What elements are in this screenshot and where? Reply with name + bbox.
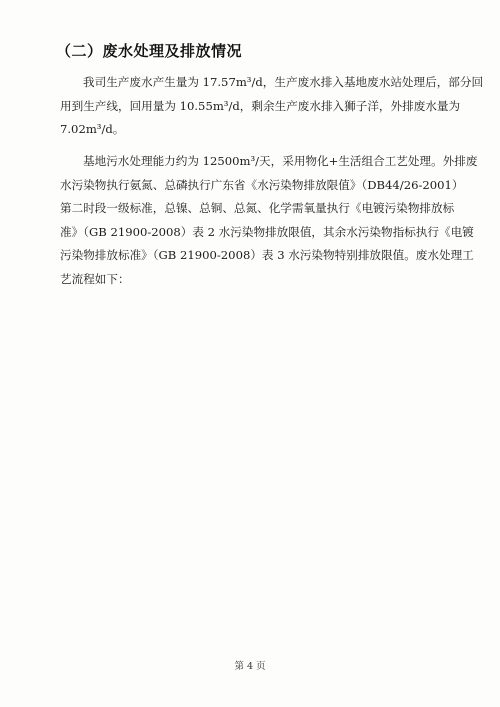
page-number: 第 4 页 [234,661,266,672]
paragraph-line: 准》（GB 21900-2008）表 2 水污染物排放限值，其余水污染物指标执行《电镀 [60,224,474,239]
paragraph-line: 基地污水处理能力约为 12500m³/天，采用物化+生活组合工艺处理。外排废 [83,154,478,168]
paragraph-line: 我司生产废水产生量为 17.57m³/d，生产废水排入基地废水站处理后，部分回 [83,75,484,89]
paragraph-treatment-standards [60,150,478,291]
paragraph-line: 水污染物执行氨氮、总磷执行广东省《水污染物排放限值》（DB44/26-2001） [60,177,464,192]
paragraph-line: 用到生产线，回用量为 10.55m³/d，剩余生产废水排入狮子洋，外排废水量为 [60,98,461,113]
paragraph-line: 7.02m³/d。 [60,122,125,136]
paragraph-line: 第二时段一级标准，总镍、总铜、总氮、化学需氧量执行《电镀污染物排放标 [60,201,455,215]
paragraph-line: 艺流程如下： [60,271,130,286]
section-heading: （二）废水处理及排放情况 [56,42,243,60]
paragraph-line: 污染物排放标准》（GB 21900-2008）表 3 水污染物特别排放限值。废水处理工 [60,248,474,262]
paragraph-wastewater-volume [60,71,484,142]
